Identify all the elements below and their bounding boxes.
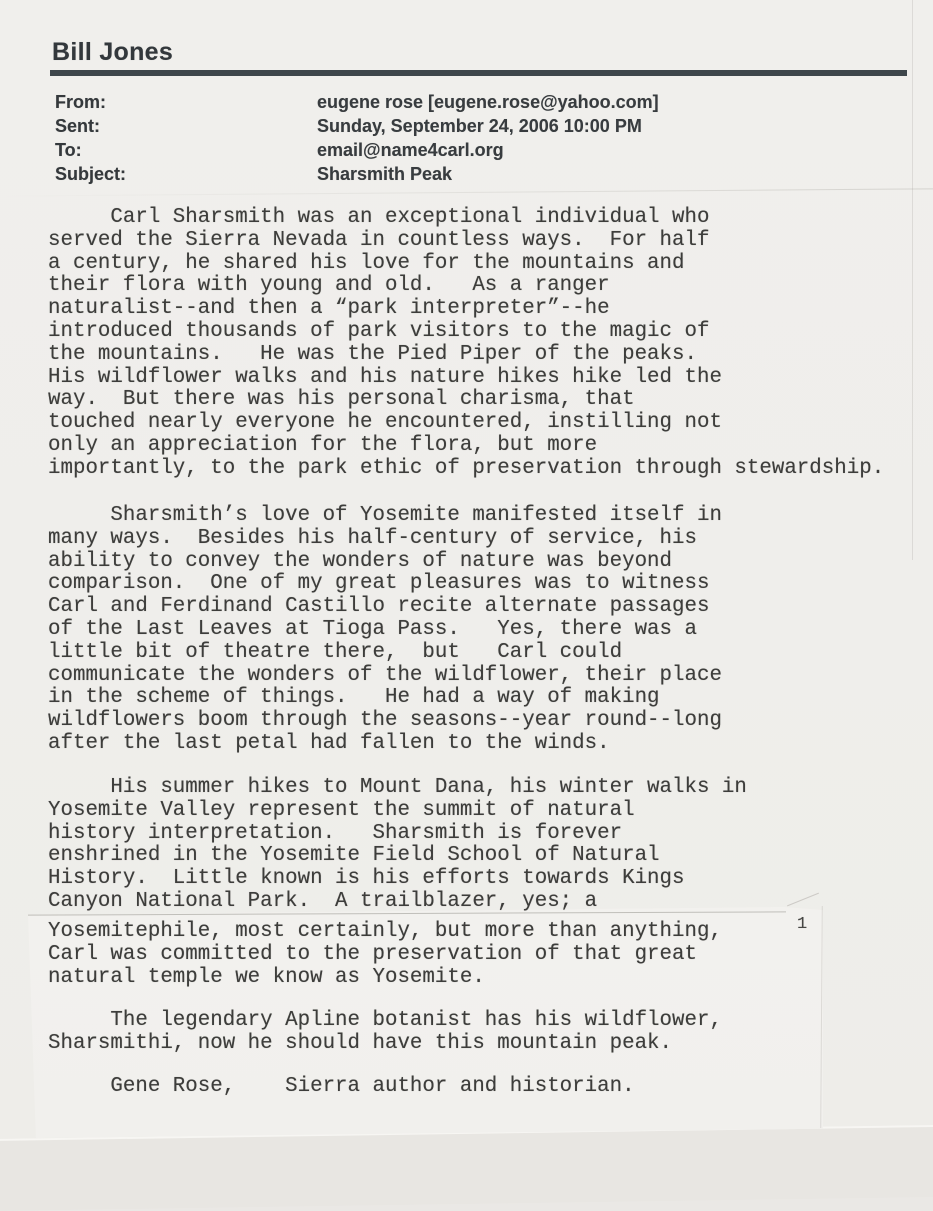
body-line: ability to convey the wonders of nature was beyond	[48, 549, 673, 573]
body-line: Yosemite Valley represent the summit of natural	[48, 798, 635, 822]
body-line: Carl and Ferdinand Castillo recite alternate passages	[48, 595, 710, 619]
body-line: natural temple we know as Yosemite.	[48, 965, 485, 989]
paper-edge-vertical	[912, 0, 913, 560]
header-field-subject	[55, 164, 659, 188]
field-value: Sunday, September 24, 2006 10:00 PM	[317, 116, 642, 136]
email-body-paragraph-1	[48, 207, 884, 481]
body-line: a century, he shared his love for the mountains and	[48, 251, 685, 275]
body-line: introduced thousands of park visitors to the magic of	[48, 319, 710, 343]
email-body-paragraph-3	[48, 777, 747, 914]
field-label: Subject:	[55, 164, 127, 184]
body-line: served the Sierra Nevada in countless ways. For half	[48, 228, 710, 252]
field-label: To:	[55, 140, 82, 160]
body-line: enshrined in the Yosemite Field School of Natural	[48, 844, 660, 868]
email-body-paragraph-4	[48, 1010, 722, 1056]
body-line: Canyon National Park. A trailblazer, yes; a	[48, 889, 598, 913]
body-line: their flora with young and old. As a ranger	[48, 274, 610, 298]
body-line: The legendary Apline botanist has his wildflower,	[48, 1009, 722, 1032]
page-title: Bill Jones	[52, 38, 174, 66]
body-line: many ways. Besides his half-century of service, his	[48, 526, 697, 550]
body-line: Yosemitephile, most certainly, but more than anything,	[48, 920, 722, 943]
body-line: in the scheme of things. He had a way of making	[48, 686, 660, 710]
body-line: touched nearly everyone he encountered, instilling not	[48, 411, 722, 435]
body-line: way. But there was his personal charisma, that	[48, 388, 635, 412]
body-line: Carl Sharsmith was an exceptional individual who	[48, 206, 710, 229]
body-line: after the last petal had fallen to the winds.	[48, 731, 610, 755]
body-line: Gene Rose, Sierra author and historian.	[48, 1075, 635, 1098]
email-body-paragraph-3-continued	[48, 921, 722, 989]
body-line: communicate the wonders of the wildflower, their place	[48, 663, 722, 687]
field-value: Sharsmith Peak	[317, 164, 453, 184]
field-value: eugene rose [eugene.rose@yahoo.com]	[317, 92, 659, 112]
body-line: History. Little known is his efforts towards Kings	[48, 867, 685, 891]
body-line: the mountains. He was the Pied Piper of the peaks.	[48, 342, 697, 366]
body-line: Sharsmith’s love of Yosemite manifested itself in	[48, 504, 722, 527]
header-field-to	[55, 140, 659, 164]
body-line: little bit of theatre there, but Carl could	[48, 640, 623, 664]
header-field-sent	[55, 116, 659, 140]
body-line: history interpretation. Sharsmith is forever	[48, 821, 623, 845]
body-line: His wildflower walks and his nature hikes hike led the	[48, 365, 722, 389]
email-header-fields	[55, 92, 659, 188]
page-number: 1	[797, 915, 808, 934]
email-body-paragraph-2	[48, 505, 722, 756]
field-value: email@name4carl.org	[317, 140, 504, 160]
field-label: From:	[55, 92, 106, 112]
body-line: wildflowers boom through the seasons--year round--long	[48, 709, 722, 733]
body-line: His summer hikes to Mount Dana, his winter walks in	[48, 776, 747, 799]
body-line: Sharsmithi, now he should have this mountain peak.	[48, 1031, 673, 1055]
body-line: naturalist--and then a “park interpreter”--he	[48, 297, 610, 321]
body-line: Carl was committed to the preservation of that great	[48, 942, 697, 966]
header-rule	[50, 70, 907, 76]
header-field-from	[55, 92, 659, 116]
email-signature-line	[48, 1076, 635, 1099]
scan-lower-sheet-edge	[0, 1124, 933, 1211]
body-line: of the Last Leaves at Tioga Pass. Yes, there was a	[48, 617, 697, 641]
body-line: importantly, to the park ethic of preservation through stewardship.	[48, 456, 885, 480]
body-line: comparison. One of my great pleasures was to witness	[48, 572, 710, 596]
body-line: only an appreciation for the flora, but more	[48, 433, 598, 457]
field-label: Sent:	[55, 116, 100, 136]
